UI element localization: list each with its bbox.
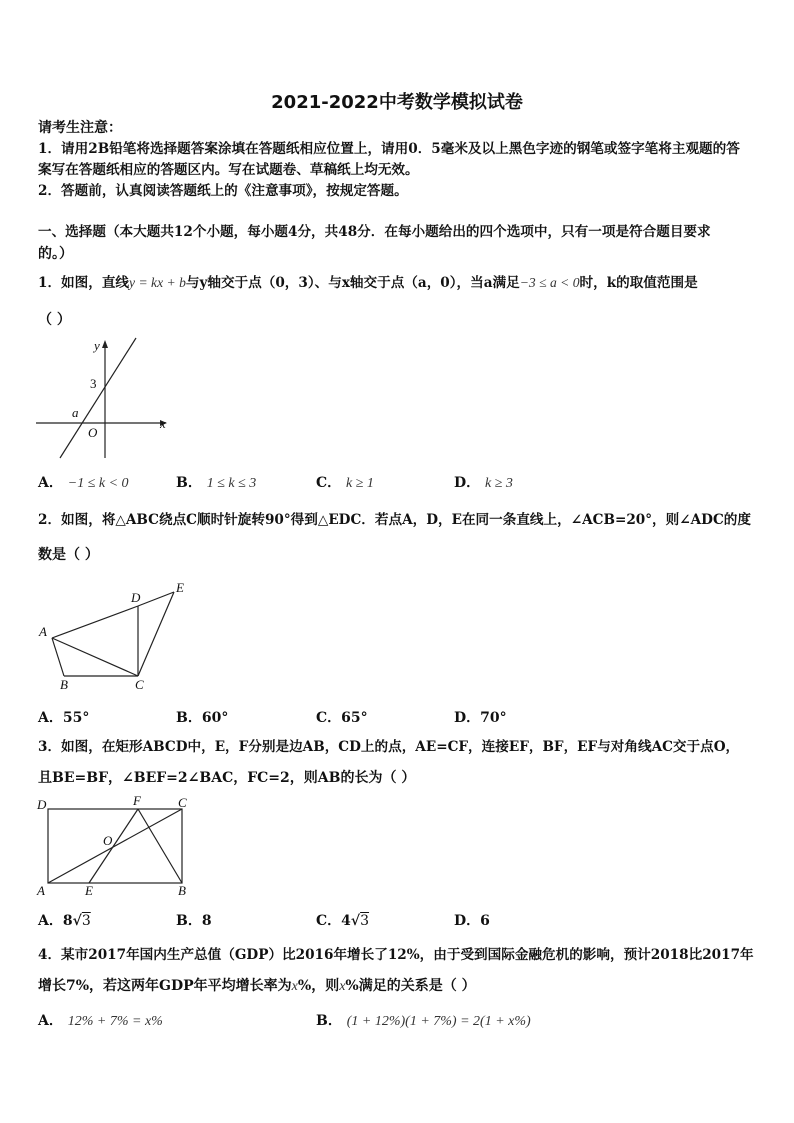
q2-option-a[interactable]	[38, 707, 89, 727]
q3-label-d: D	[37, 797, 47, 812]
q2-option-b-label: B．	[176, 710, 202, 726]
q4-option-a-label: A．	[38, 1013, 63, 1029]
q2-option-a-label: A．	[38, 710, 63, 726]
notice-line-2: 2．答题前，认真阅读答题纸上的《注意事项》，按规定答题。	[38, 183, 408, 199]
q3-option-a-radicand: 3	[81, 913, 91, 929]
q3-stem-line-2: 且BE=BF，∠BEF=2∠BAC，FC=2，则AB的长为（ ）	[38, 770, 416, 786]
q3-seg-bf	[138, 809, 182, 883]
q2-seg-ad	[52, 606, 138, 638]
q2-stem-line-1: 2．如图，将△ABC绕点C顺时针旋转90°得到△EDC．若点A，D，E在同一条直线上，∠ACB=20°，则∠ADC的度	[38, 512, 751, 528]
q3-stem-line-1: 3．如图，在矩形ABCD中，E，F分别是边AB，CD上的点，AE=CF，连接EF，BF，EF与对角线AC交于点O，	[38, 739, 740, 755]
q1-figure	[32, 336, 182, 462]
q3-option-b-value: 8	[201, 913, 212, 929]
q2-seg-ec	[138, 592, 174, 676]
q4-var-x-1: x	[291, 979, 298, 994]
q3-label-f: F	[133, 793, 141, 808]
q4-option-a[interactable]	[38, 1010, 163, 1030]
q3-option-c[interactable]: C．4√3	[316, 913, 370, 929]
q1-option-b-label: B．	[176, 475, 202, 491]
q1-text-2: 与y轴交于点（0，3）、与x轴交于点（a，0），当a满足	[185, 275, 520, 291]
section-heading-line-2: 的。）	[38, 246, 73, 262]
q1-option-d-label: D．	[454, 475, 481, 491]
q1-line-kxb	[60, 338, 136, 458]
q4-option-b-label: B．	[316, 1013, 342, 1029]
q1-expr-line: y = kx + b	[129, 275, 186, 290]
q4-option-a-value: 12% + 7% = x%	[67, 1014, 163, 1029]
q1-expr-range: −3 ≤ a < 0	[519, 275, 580, 290]
q3-figure	[34, 793, 194, 901]
q3-diagonal-ac	[48, 809, 182, 883]
q2-stem-line-2: 数是（ ）	[38, 547, 99, 563]
page-title: 2021-2022中考数学模拟试卷	[271, 92, 523, 113]
q2-option-c[interactable]	[316, 707, 368, 727]
q4-var-x-2: x	[339, 979, 346, 994]
q1-stem-line-1	[38, 272, 698, 294]
q3-option-c-coef: 4	[341, 913, 351, 929]
q4-text-b: %，则	[297, 978, 340, 994]
q1-option-d[interactable]	[454, 472, 513, 492]
q1-label-x: x	[160, 416, 166, 431]
q1-option-c[interactable]	[316, 472, 374, 492]
q2-option-d-value: 70°	[480, 710, 507, 726]
q1-y-arrow	[102, 340, 108, 348]
q3-option-a-label: A．	[38, 913, 63, 929]
notice-heading: 请考生注意：	[38, 120, 122, 136]
q1-option-a[interactable]	[38, 472, 129, 492]
q2-label-c: C	[135, 677, 144, 692]
q1-option-c-label: C．	[316, 475, 342, 491]
section-heading-line-1: 一、选择题（本大题共12个小题，每小题4分，共48分．在每小题给出的四个选项中，只有一项是符合题目要求	[38, 224, 711, 240]
q2-option-d-label: D．	[454, 710, 481, 726]
q1-label-o: O	[88, 425, 98, 440]
q2-label-b: B	[60, 677, 68, 692]
q2-seg-ac	[52, 638, 138, 676]
q4-option-b[interactable]	[316, 1010, 531, 1030]
q3-option-c-radicand: 3	[360, 913, 370, 929]
q3-option-a[interactable]: A．8√3	[38, 913, 91, 929]
q1-stem-line-2: （ ）	[38, 312, 71, 328]
q3-label-o: O	[103, 833, 113, 848]
q1-option-a-value: −1 ≤ k < 0	[67, 476, 129, 491]
q2-figure	[34, 578, 194, 692]
q3-seg-ef	[89, 809, 138, 883]
q2-seg-ab	[52, 638, 64, 676]
q4-stem-line-1: 4．某市2017年国内生产总值（GDP）比2016年增长了12%，由于受到国际金融危机的影响，预计2018比2017年	[38, 947, 754, 963]
q4-option-b-value: (1 + 12%)(1 + 7%) = 2(1 + x%)	[346, 1014, 531, 1029]
q1-option-b[interactable]	[176, 472, 256, 492]
q3-label-a: A	[37, 883, 45, 898]
q3-label-b: B	[178, 883, 186, 898]
q3-option-a-coef: 8	[62, 913, 73, 929]
q1-label-3: 3	[90, 376, 97, 391]
q4-stem-line-2	[38, 976, 476, 997]
q1-option-a-label: A．	[38, 475, 63, 491]
q3-option-b[interactable]	[176, 910, 212, 930]
q1-option-b-value: 1 ≤ k ≤ 3	[206, 476, 257, 491]
q2-option-a-value: 55°	[62, 710, 90, 726]
q2-option-b-value: 60°	[201, 710, 229, 726]
q3-option-d[interactable]	[454, 910, 490, 930]
q3-label-e: E	[85, 883, 93, 898]
q4-text-c: %满足的关系是（ ）	[345, 978, 476, 994]
q2-option-d[interactable]	[454, 707, 507, 727]
q1-option-d-value: k ≥ 3	[485, 476, 513, 491]
q1-label-y: y	[94, 338, 100, 353]
q1-text-3: 时，k的取值范围是	[579, 275, 698, 291]
q2-label-a: A	[39, 624, 47, 639]
q2-label-e: E	[176, 580, 184, 595]
q3-option-d-value: 6	[480, 913, 490, 929]
q3-option-d-label: D．	[454, 913, 481, 929]
q3-option-c-label: C．	[316, 913, 342, 929]
notice-line-1a: 1．请用2B铅笔将选择题答案涂填在答题纸相应位置上，请用0．5毫米及以上黑色字迹的钢笔或签字笔将主观题的答	[38, 141, 740, 157]
q1-option-c-value: k ≥ 1	[346, 476, 374, 491]
q3-label-c: C	[178, 795, 187, 810]
q1-label-a: a	[72, 405, 79, 420]
q3-option-b-label: B．	[176, 913, 202, 929]
q2-option-c-label: C．	[316, 710, 342, 726]
q4-text-a: 增长7%，若这两年GDP年平均增长率为	[38, 978, 292, 994]
q2-label-d: D	[131, 590, 141, 605]
q2-option-c-value: 65°	[341, 710, 368, 726]
q1-text-1: 1．如图，直线	[38, 275, 130, 291]
q2-option-b[interactable]	[176, 707, 228, 727]
notice-line-1b: 案写在答题纸相应的答题区内。写在试题卷、草稿纸上均无效。	[38, 162, 419, 178]
